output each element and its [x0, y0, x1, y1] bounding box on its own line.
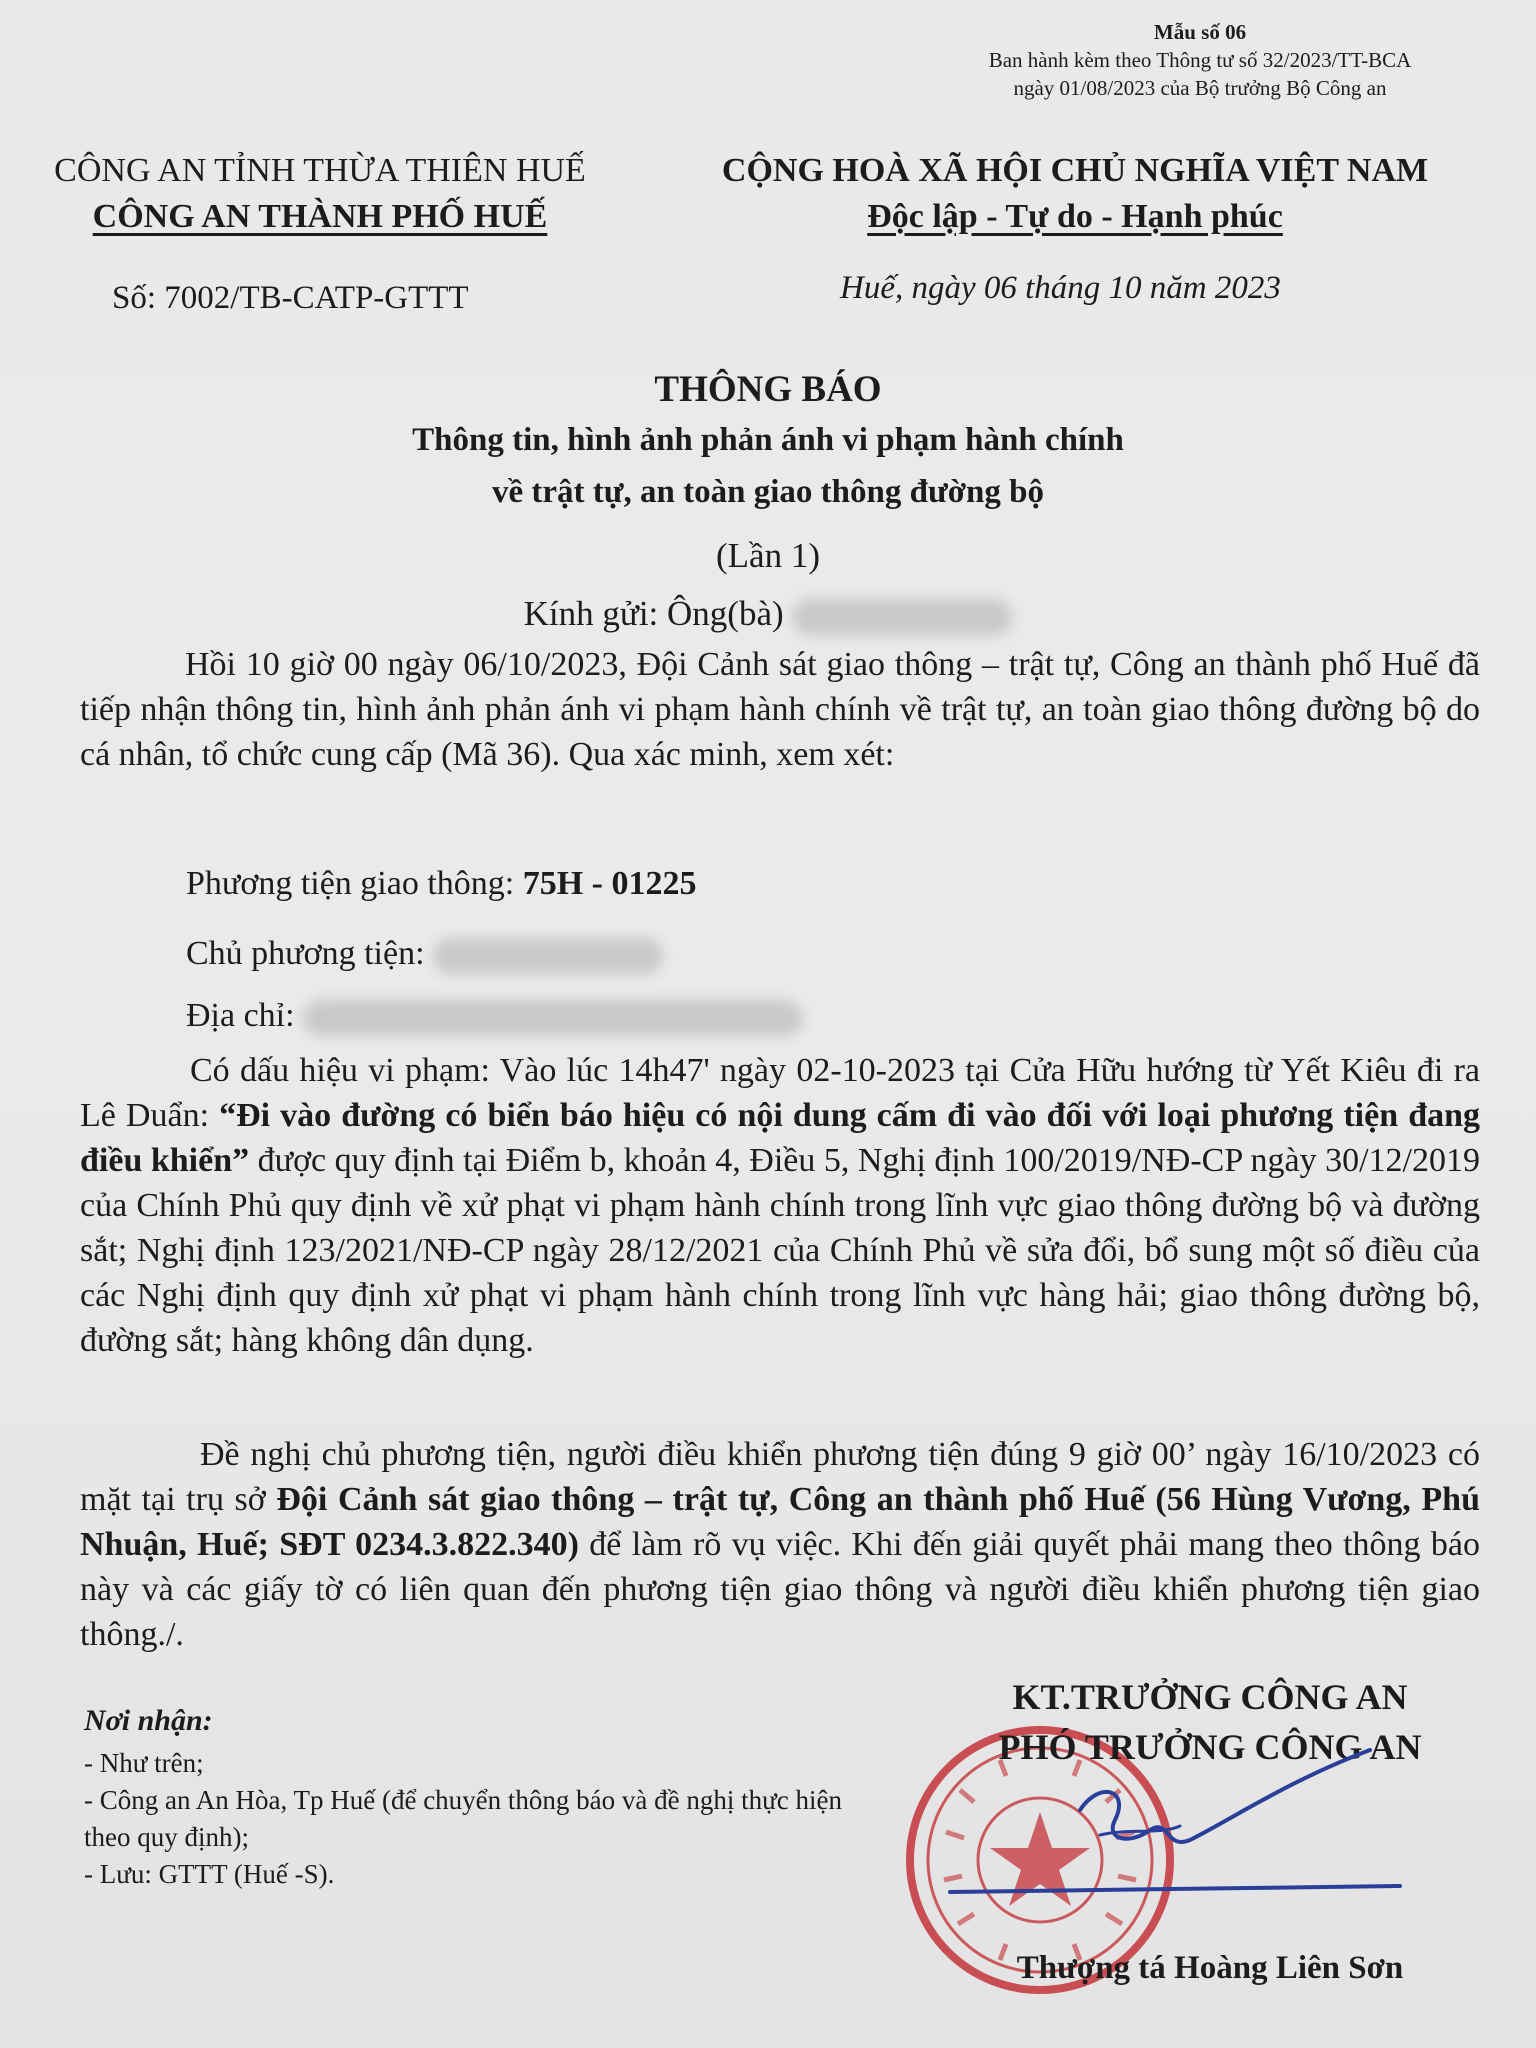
document-number: Số: 7002/TB-CATP-GTTT	[112, 280, 469, 316]
signer-name: Thượng tá Hoàng Liên Sơn	[1016, 1950, 1404, 1986]
document-title: THÔNG BÁO	[654, 369, 882, 410]
agency-header	[0, 148, 640, 240]
paragraph-intro: Hồi 10 giờ 00 ngày 06/10/2023, Đội Cảnh sát giao thông – trật tự, Công an thành phố Huế đã tiếp nhận thông tin, hình ảnh phản ánh vi phạm hành chính về trật tự, an toàn giao thông đường bộ do cá nhân, tổ chức cung cấp (Mã 36). Qua xác minh, xem xét:	[80, 646, 1480, 773]
form-issued-line-2: ngày 01/08/2023 của Bộ trưởng Bộ Công an	[1013, 76, 1387, 100]
paragraph-request	[80, 1432, 1480, 1657]
request-rest: để làm rõ vụ việc. Khi đến giải quyết phải mang theo thông báo này và các giấy tờ có liên quan đến phương tiện giao thông và người điều khiển phương tiện giao thông./.	[80, 1526, 1480, 1653]
notice-round: (Lần 1)	[716, 536, 820, 575]
vehicle-plate: 75H - 01225	[522, 865, 697, 902]
vehicle-label: Phương tiện giao thông:	[186, 865, 523, 902]
salutation-text: Kính gửi: Ông(bà)	[523, 594, 784, 633]
form-reference	[870, 18, 1530, 102]
redacted-address	[303, 1000, 803, 1036]
violation-description: “Đi vào đường có biển báo hiệu có nội dung cấm đi vào đối với loại phương tiện đang điều khiển”	[80, 1097, 1481, 1179]
signature-title-1: KT.TRƯỞNG CÔNG AN	[1012, 1677, 1408, 1717]
paragraph-violation	[80, 1048, 1480, 1363]
recipients-heading: Nơi nhận:	[84, 1704, 213, 1737]
document-subtitle-1: Thông tin, hình ảnh phản ánh vi phạm hành chính	[412, 422, 1124, 458]
signature-title-2: PHÓ TRƯỞNG CÔNG AN	[998, 1727, 1422, 1767]
agency-line-2: CÔNG AN THÀNH PHỐ HUẾ	[92, 198, 548, 235]
address-field	[186, 997, 803, 1036]
address-label: Địa chỉ:	[186, 997, 295, 1034]
violation-intro: Có dấu hiệu vi phạm: Vào lúc 14h47' ngày 02-10-2023 tại Cửa Hữu hướng từ Yết Kiêu đi ra Lê Duẩn:	[80, 1052, 1480, 1134]
document-subtitle-2: về trật tự, an toàn giao thông đường bộ	[491, 474, 1044, 510]
recipient-item: - Công an An Hòa, Tp Huế (để chuyển thông báo và đề nghị thực hiện theo quy định);	[84, 1785, 842, 1852]
request-location: Đội Cảnh sát giao thông – trật tự, Công an thành phố Huế (56 Hùng Vương, Phú Nhuận, Huế; SĐT 0234.3.822.340)	[80, 1481, 1480, 1563]
recipient-item: - Lưu: GTTT (Huế -S).	[84, 1859, 335, 1889]
national-header	[650, 148, 1500, 240]
owner-label: Chủ phương tiện:	[186, 935, 425, 972]
document-date: Huế, ngày 06 tháng 10 năm 2023	[840, 270, 1281, 306]
owner-field	[186, 935, 663, 974]
vehicle-field	[186, 865, 697, 903]
form-issued-line-1: Ban hành kèm theo Thông tư số 32/2023/TT-BCA	[988, 48, 1412, 72]
handwritten-signature	[930, 1740, 1410, 1920]
recipient-item: - Như trên;	[84, 1748, 204, 1778]
violation-legal-basis: được quy định tại Điểm b, khoản 4, Điều 5, Nghị định 100/2019/NĐ-CP ngày 30/12/2019 của Chính Phủ quy định về xử phạt vi phạm hành chính trong lĩnh vực giao thông đường bộ và đường sắt; Nghị định 123/2021/NĐ-CP ngày 28/12/2021 của Chính Phủ về sửa đổi, bổ sung một số điều của các Nghị định quy định xử phạt vi phạm hành chính trong lĩnh vực hàng hải; giao thông đường bộ, đường sắt; hàng không dân dụng.	[80, 1142, 1480, 1359]
redacted-owner	[433, 938, 663, 974]
agency-line-1: CÔNG AN TỈNH THỪA THIÊN HUẾ	[54, 152, 586, 189]
nation-line-1: CỘNG HOÀ XÃ HỘI CHỦ NGHĨA VIỆT NAM	[721, 152, 1429, 189]
nation-line-2: Độc lập - Tự do - Hạnh phúc	[867, 198, 1283, 235]
salutation	[0, 594, 1536, 635]
redacted-name	[792, 599, 1012, 635]
request-intro: Đề nghị chủ phương tiện, người điều khiển phương tiện đúng 9 giờ 00’ ngày 16/10/2023 có mặt tại trụ sở	[80, 1436, 1480, 1518]
recipients-block	[84, 1702, 864, 1893]
form-number: Mẫu số 06	[1153, 20, 1247, 44]
